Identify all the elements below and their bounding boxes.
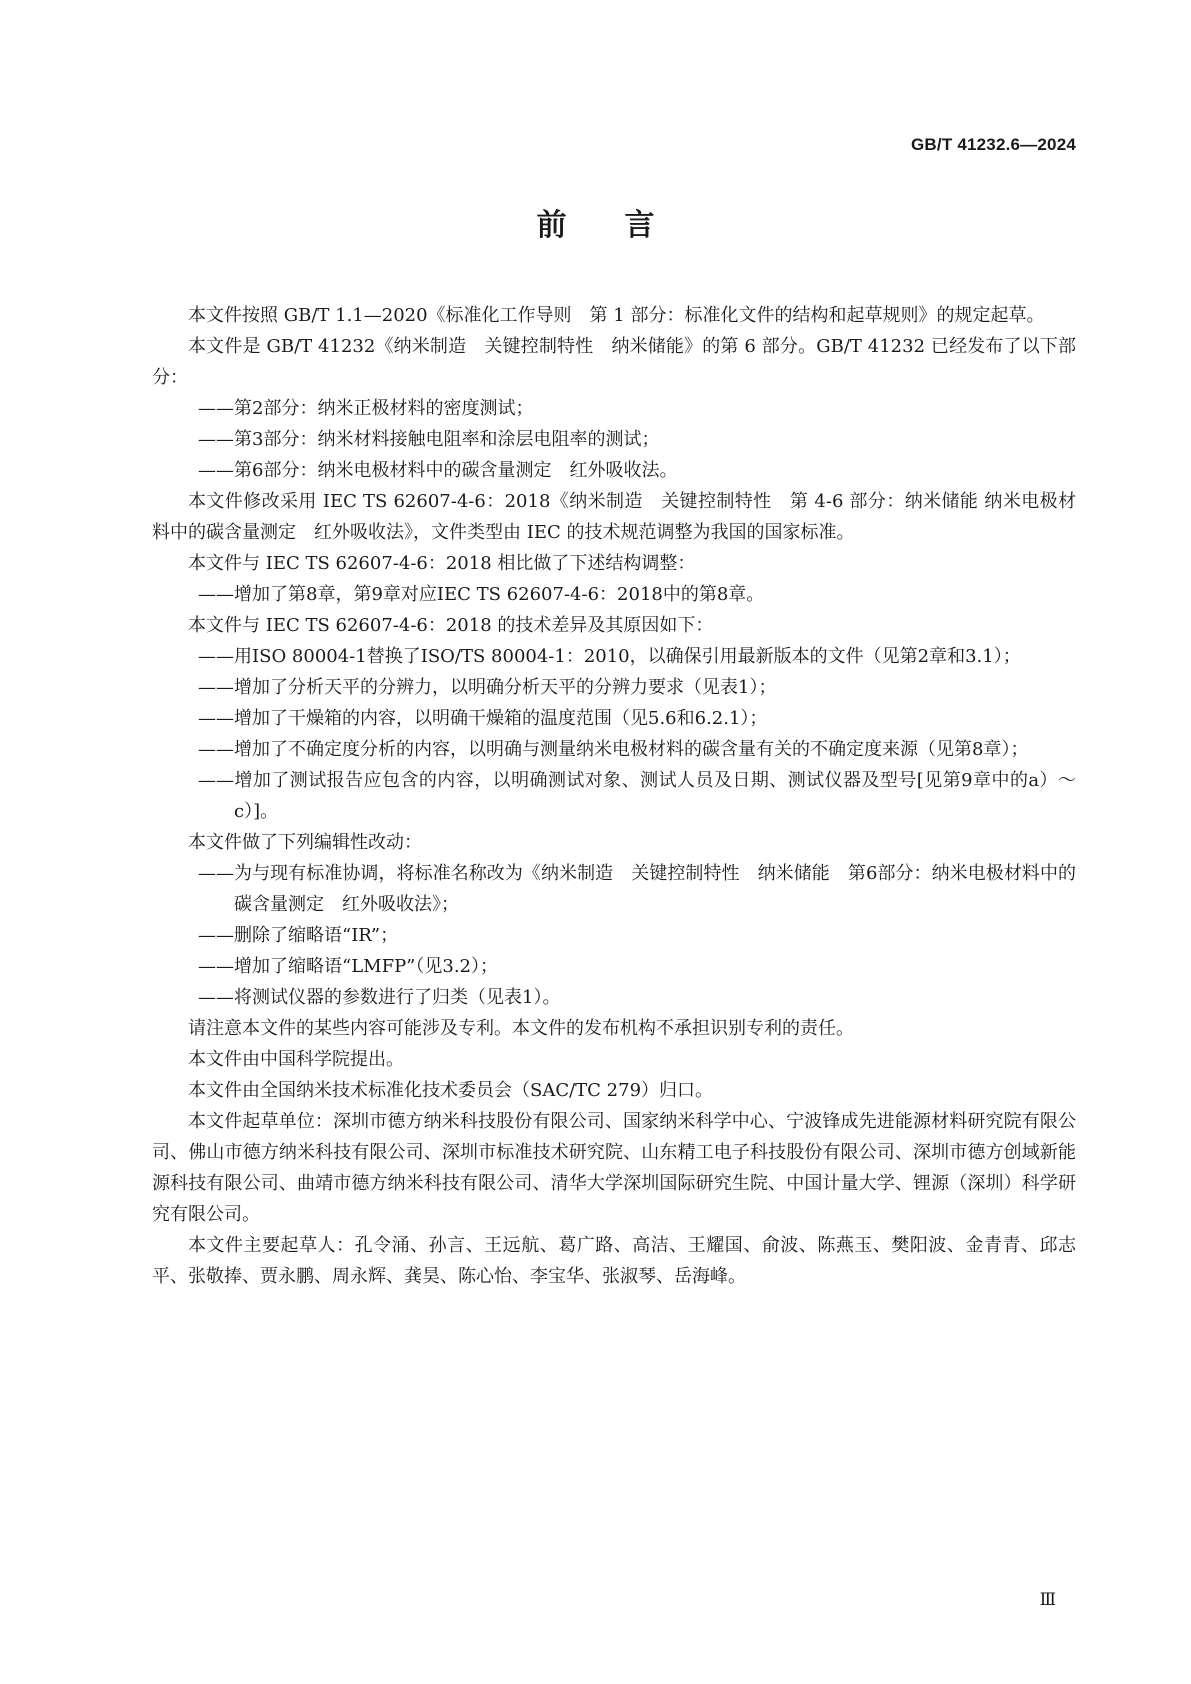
paragraph: 本文件按照 GB/T 1.1—2020《标准化工作导则 第 1 部分：标准化文件的结构和起草规则》的规定起草。 bbox=[188, 305, 1045, 326]
list-item-text: 增加了缩略语“LMFP”（见3.2）； bbox=[234, 956, 499, 977]
list-item-text: 将测试仪器的参数进行了归类（见表1）。 bbox=[234, 987, 561, 1008]
list-item bbox=[152, 734, 1076, 765]
list-item-text: 删除了缩略语“IR”； bbox=[234, 925, 399, 946]
standard-code: GB/T 41232.6—2024 bbox=[911, 135, 1076, 154]
list-item-text: 增加了第8章，第9章对应IEC TS 62607-4-6：2018中的第8章。 bbox=[234, 584, 765, 605]
list-dash: —— bbox=[198, 863, 234, 884]
list-item bbox=[152, 424, 1076, 455]
list-item-text: 第6部分：纳米电极材料中的碳含量测定 红外吸收法。 bbox=[234, 460, 678, 481]
page-number: Ⅲ bbox=[1039, 1590, 1056, 1610]
paragraph: 本文件起草单位：深圳市德方纳米科技股份有限公司、国家纳米科学中心、宁波锋成先进能源材料研究院有限公司、佛山市德方纳米科技有限公司、深圳市标准技术研究院、山东精工电子科技股份有限公司、深圳市德方创域新能源科技有限公司、曲靖市德方纳米科技有限公司、清华大学深圳国际研究生院、中国计量大学、锂源（深圳）科学研究有限公司。 bbox=[152, 1111, 1076, 1225]
paragraph: 本文件主要起草人：孔令涌、孙言、王远航、葛广路、高洁、王耀国、俞波、陈燕玉、樊阳波、金青青、邱志平、张敬捧、贾永鹏、周永辉、龚昊、陈心怡、李宝华、张淑琴、岳海峰。 bbox=[152, 1235, 1076, 1287]
list-dash: —— bbox=[198, 925, 234, 946]
list-item-text: 增加了分析天平的分辨力，以明确分析天平的分辨力要求（见表1）； bbox=[234, 677, 777, 698]
list-dash: —— bbox=[198, 429, 234, 450]
paragraph: 本文件做了下列编辑性改动： bbox=[188, 832, 422, 853]
list-item-text: 为与现有标准协调，将标准名称改为《纳米制造 关键控制特性 纳米储能 第6部分：纳米电极材料中的碳含量测定 红外吸收法》； bbox=[234, 863, 1076, 915]
list-item-text: 增加了干燥箱的内容，以明确干燥箱的温度范围（见5.6和6.2.1）； bbox=[234, 708, 768, 729]
list-item bbox=[152, 703, 1076, 734]
list-dash: —— bbox=[198, 677, 234, 698]
paragraph: 本文件由全国纳米技术标准化技术委员会（SAC/TC 279）归口。 bbox=[188, 1080, 714, 1101]
list-item bbox=[152, 393, 1076, 424]
list-item-text: 第2部分：纳米正极材料的密度测试； bbox=[234, 398, 534, 419]
paragraph: 本文件是 GB/T 41232《纳米制造 关键控制特性 纳米储能》的第 6 部分。GB/T 41232 已经发布了以下部分： bbox=[152, 336, 1076, 388]
list-item bbox=[152, 982, 1076, 1013]
paragraph: 本文件由中国科学院提出。 bbox=[188, 1049, 404, 1070]
list-item bbox=[152, 765, 1076, 827]
list-item-text: 用ISO 80004-1替换了ISO/TS 80004-1：2010，以确保引用最新版本的文件（见第2章和3.1）； bbox=[234, 646, 1021, 667]
title-char-2: 言 bbox=[624, 208, 655, 243]
paragraph: 本文件与 IEC TS 62607-4-6：2018 相比做了下述结构调整： bbox=[188, 553, 696, 574]
paragraph: 本文件修改采用 IEC TS 62607-4-6：2018《纳米制造 关键控制特性 第 4-6 部分：纳米储能 纳米电极材料中的碳含量测定 红外吸收法》，文件类型由 IEC 的技术规范调整为我国的国家标准。 bbox=[152, 491, 1076, 543]
list-item bbox=[152, 641, 1076, 672]
list-dash: —— bbox=[198, 739, 234, 760]
list-item-text: 增加了测试报告应包含的内容，以明确测试对象、测试人员及日期、测试仪器及型号[见第9章中的a）～c）]。 bbox=[234, 770, 1076, 822]
list-dash: —— bbox=[198, 460, 234, 481]
list-item bbox=[152, 951, 1076, 982]
list-dash: —— bbox=[198, 708, 234, 729]
list-item bbox=[152, 672, 1076, 703]
list-item bbox=[152, 920, 1076, 951]
paragraph: 请注意本文件的某些内容可能涉及专利。本文件的发布机构不承担识别专利的责任。 bbox=[188, 1018, 854, 1039]
title-char-1: 前 bbox=[536, 208, 567, 243]
list-dash: —— bbox=[198, 770, 234, 791]
list-item-text: 增加了不确定度分析的内容，以明确与测量纳米电极材料的碳含量有关的不确定度来源（见第8章）； bbox=[234, 739, 1029, 760]
list-dash: —— bbox=[198, 584, 234, 605]
list-item-text: 第3部分：纳米材料接触电阻率和涂层电阻率的测试； bbox=[234, 429, 660, 450]
list-dash: —— bbox=[198, 956, 234, 977]
list-dash: —— bbox=[198, 398, 234, 419]
list-item bbox=[152, 858, 1076, 920]
list-dash: —— bbox=[198, 987, 234, 1008]
list-item bbox=[152, 455, 1076, 486]
list-dash: —— bbox=[198, 646, 234, 667]
list-item bbox=[152, 579, 1076, 610]
paragraph: 本文件与 IEC TS 62607-4-6：2018 的技术差异及其原因如下： bbox=[188, 615, 714, 636]
document-body bbox=[152, 300, 1076, 1292]
page-title bbox=[0, 200, 1191, 244]
